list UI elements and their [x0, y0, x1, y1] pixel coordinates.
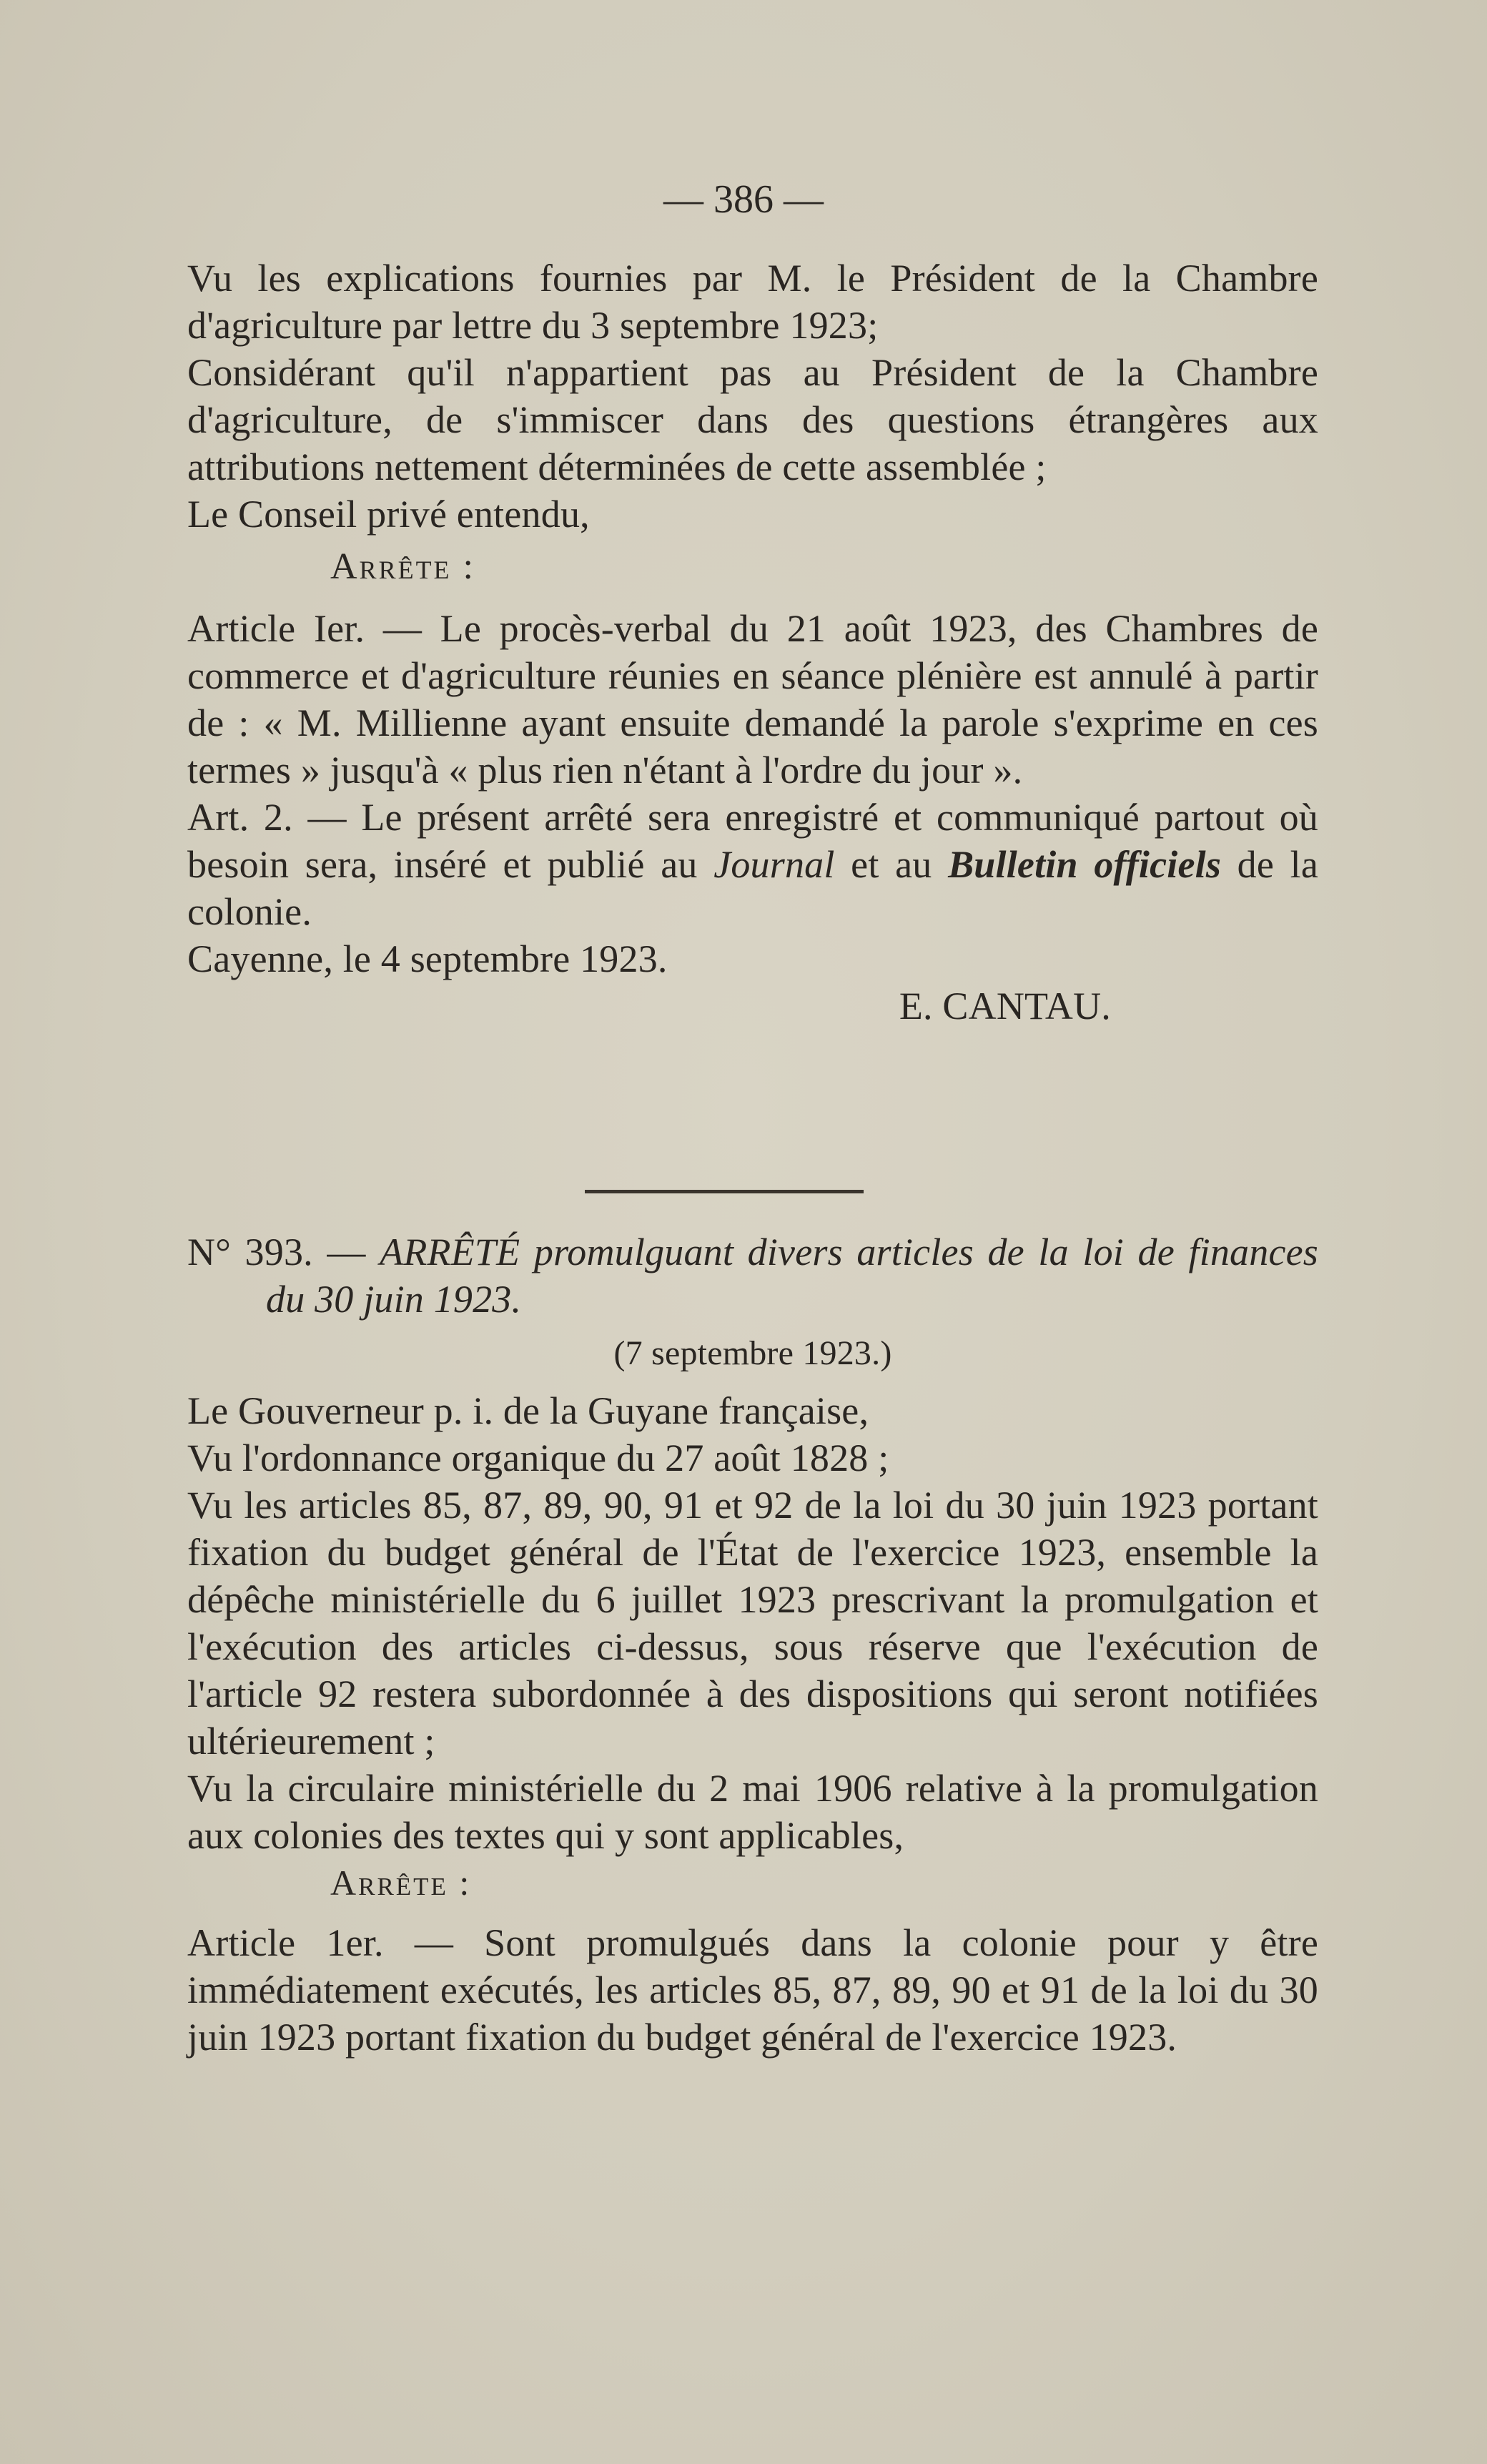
paragraph-circulaire: Vu la circulaire ministérielle du 2 mai 1906 relative à la promulgation aux colonies des textes qui y sont applicables, — [187, 1767, 1318, 1857]
decree-title-text: ARRÊTÉ promulguant divers articles de la loi de finances du 30 juin 1923. — [266, 1231, 1319, 1321]
paragraph-articles-loi: Vu les articles 85, 87, 89, 90, 91 et 92 de la loi du 30 juin 1923 portant fixation du budget général de l'État de l'exercice 1923, ensemble la dépêche ministérielle du 6 juillet 1923 prescrivant la promulgation et l'exécution des articles ci-dessus, sous réserve que l'exécution de l'article 92 restera subordonnée à des dispositions qui seront notifiées ultérieurement ; — [187, 1484, 1318, 1763]
article-1-annulation: Article Ier. — Le procès-verbal du 21 août 1923, des Chambres de commerce et d'agriculture réunies en séance plénière est annulé à partir de : « M. Millienne ayant ensuite demandé la parole s'exprime en ces termes » jusqu'à « plus rien n'étant à l'ordre du jour ». — [187, 607, 1318, 792]
decree-392-continuation — [187, 255, 1318, 1030]
article-2-text-end: de la colonie. — [187, 843, 1318, 933]
article-1-promulgation: Article 1er. — Sont promulgués dans la colonie pour y être immédiatement exécutés, les articles 85, 87, 89, 90 et 91 de la loi du 30 juin 1923 portant fixation du budget général de l'exercice 1923. — [187, 1921, 1318, 2059]
place-date: Cayenne, le 4 septembre 1923. — [187, 937, 668, 980]
paragraph-conseil: Le Conseil privé entendu, — [187, 493, 590, 536]
paragraph-gouverneur: Le Gouverneur p. i. de la Guyane française, — [187, 1389, 869, 1432]
article-2-publication — [187, 794, 1318, 935]
section-divider — [585, 1190, 864, 1193]
arrete-heading-2: Arrête : — [330, 1863, 472, 1903]
paragraph-explications: Vu les explications fournies par M. le Président de la Chambre d'agriculture par lettre du 3 septembre 1923; — [187, 257, 1318, 347]
arrete-heading-1: Arrête : — [330, 546, 475, 587]
bulletin-label: Bulletin officiels — [948, 843, 1222, 886]
article-2-text-start: Art. 2. — Le présent arrêté sera enregistré et communiqué partout où besoin sera, inséré et publié au — [187, 796, 1318, 886]
decree-number: N° 393. — — [187, 1231, 380, 1273]
article-2-text-mid: et au — [834, 843, 949, 886]
page-number: — 386 — — [663, 177, 824, 222]
paragraph-considerant: Considérant qu'il n'appartient pas au Président de la Chambre d'agriculture, de s'immiscer dans des questions étrangères aux attributions nettement déterminées de cette assemblée ; — [187, 351, 1318, 488]
decree-393 — [187, 1228, 1318, 2061]
decree-title — [187, 1228, 1318, 1323]
paragraph-ordonnance: Vu l'ordonnance organique du 27 août 1828 ; — [187, 1436, 889, 1479]
decree-date: (7 septembre 1923.) — [613, 1334, 892, 1372]
signature: E. CANTAU. — [899, 985, 1111, 1028]
journal-label: Journal — [713, 843, 835, 886]
